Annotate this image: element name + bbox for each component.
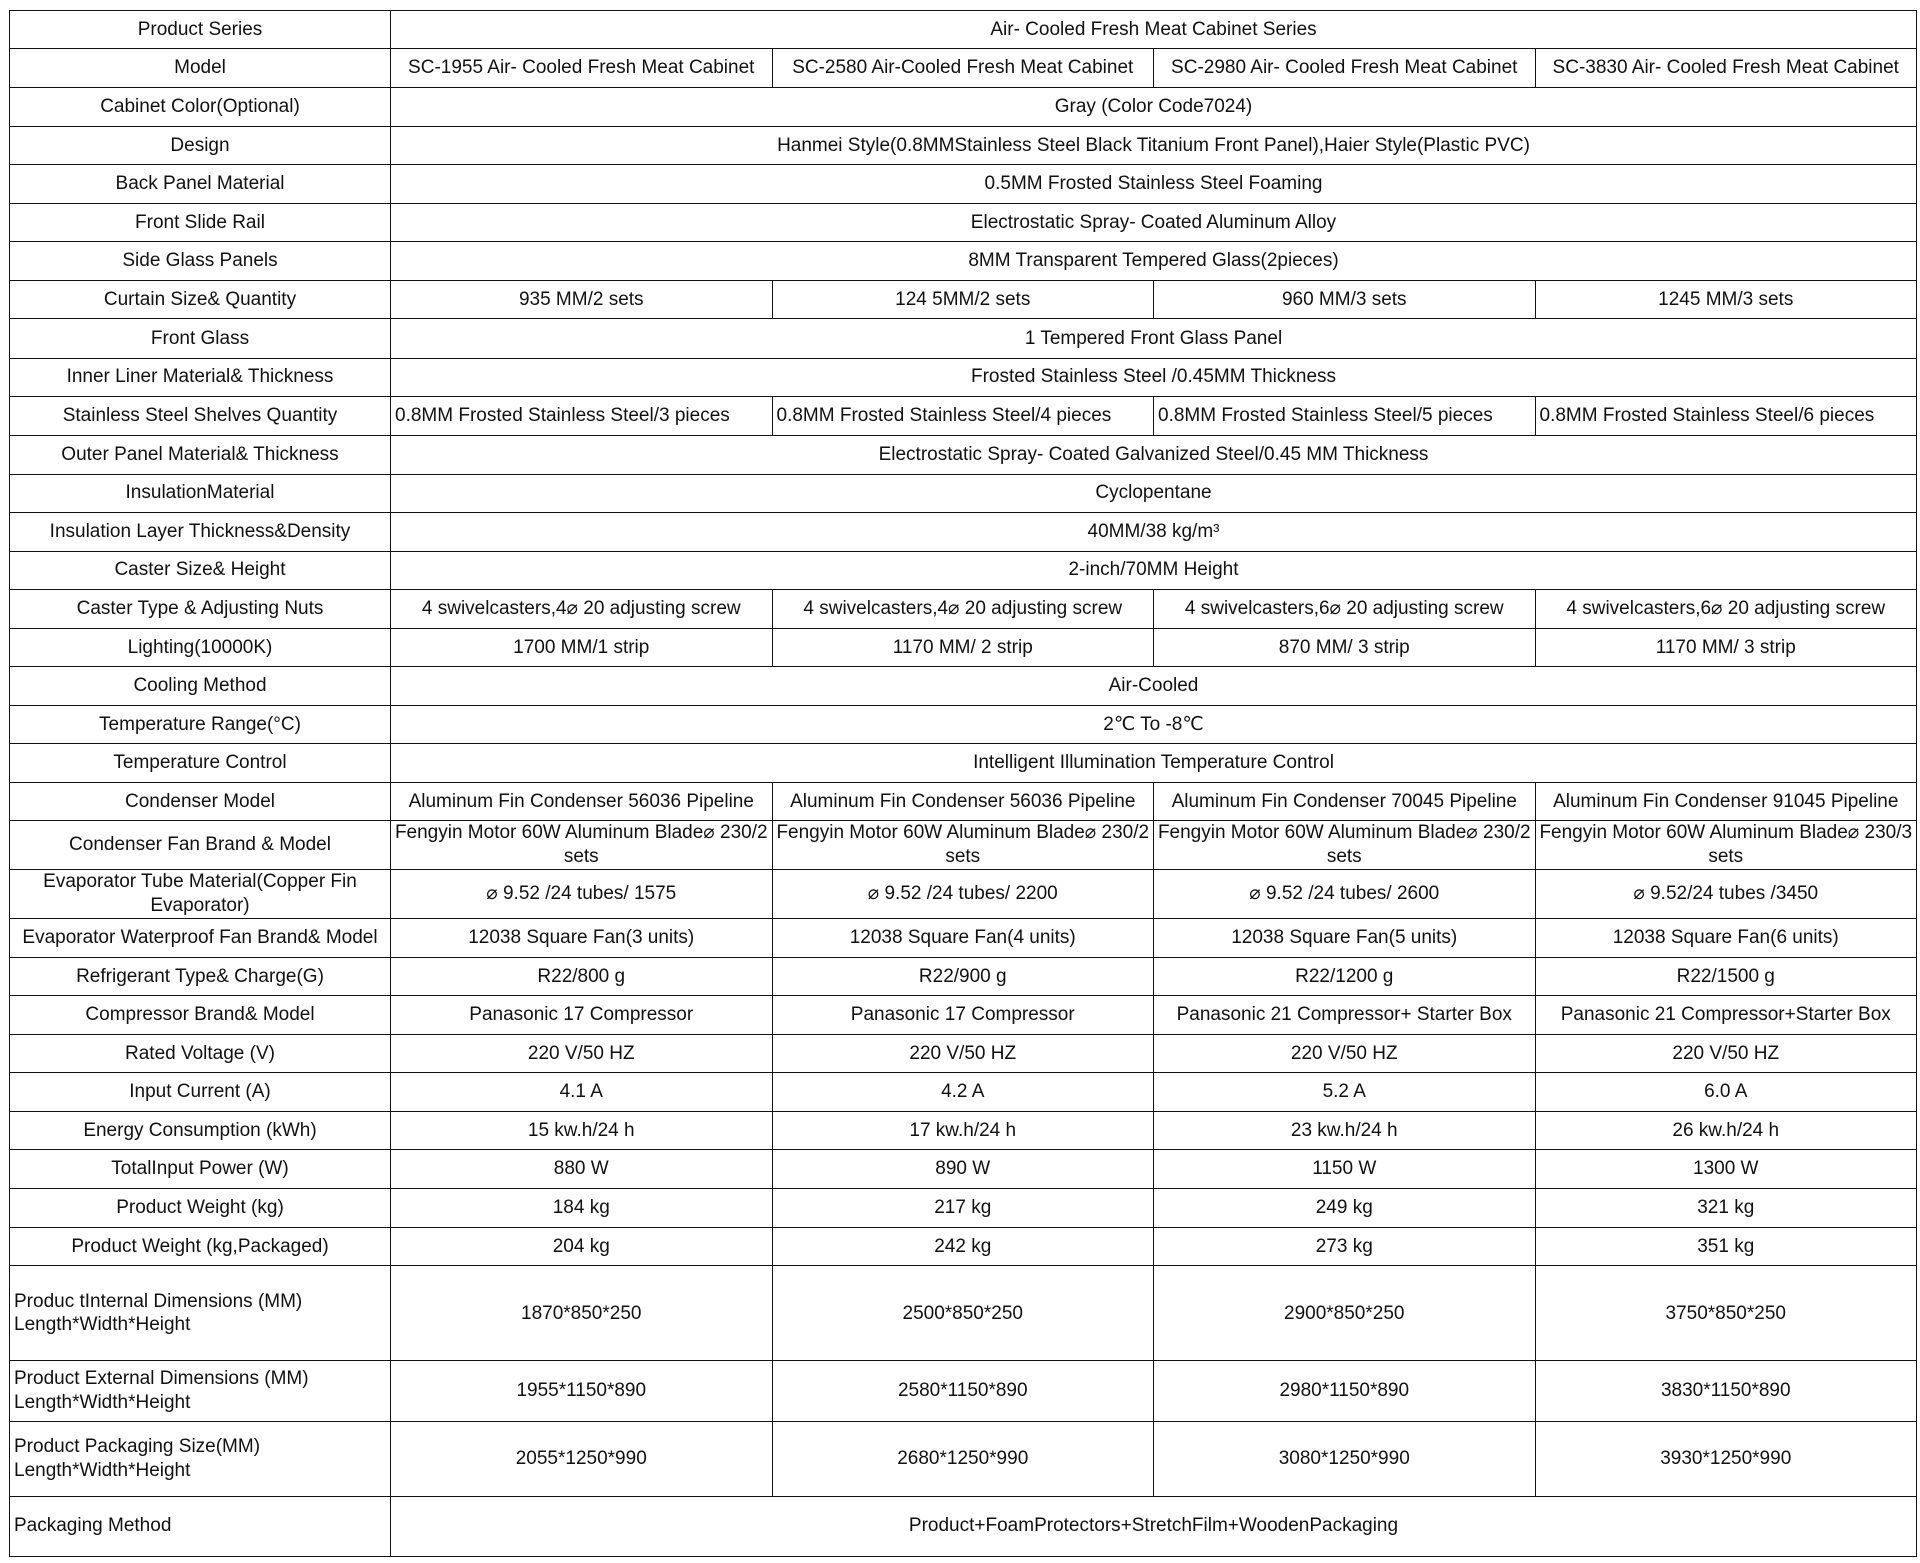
row-value: Cyclopentane: [391, 474, 1917, 512]
table-row: [10, 49, 1917, 88]
table-row: [10, 783, 1917, 821]
row-value: 0.8MM Frosted Stainless Steel/6 pieces: [1535, 396, 1917, 435]
row-value: 124 5MM/2 sets: [772, 281, 1154, 319]
row-label: Product Series: [10, 11, 391, 49]
row-label: Evaporator Tube Material(Copper Fin Evaporator): [10, 870, 391, 919]
row-label: Product Weight (kg): [10, 1189, 391, 1228]
row-value: 4.1 A: [391, 1073, 773, 1112]
row-value: Fengyin Motor 60W Aluminum Blade⌀ 230/2 sets: [1154, 821, 1536, 870]
row-value: 0.8MM Frosted Stainless Steel/3 pieces: [391, 396, 773, 435]
row-label: Cabinet Color(Optional): [10, 88, 391, 127]
row-value: Gray (Color Code7024): [391, 88, 1917, 127]
table-row: [10, 165, 1917, 204]
row-label: Insulation Layer Thickness&Density: [10, 512, 391, 551]
row-label: Lighting(10000K): [10, 628, 391, 666]
row-value: 0.8MM Frosted Stainless Steel/4 pieces: [772, 396, 1154, 435]
row-value: Aluminum Fin Condenser 56036 Pipeline: [391, 783, 773, 821]
table-row: [10, 666, 1917, 705]
row-value: 3930*1250*990: [1535, 1421, 1917, 1496]
row-label: Front Slide Rail: [10, 204, 391, 242]
row-value: 4 swivelcasters,4⌀ 20 adjusting screw: [391, 589, 773, 628]
row-label-line: Product External Dimensions (MM): [14, 1368, 309, 1390]
row-value: 4 swivelcasters,6⌀ 20 adjusting screw: [1154, 589, 1536, 628]
row-value: Electrostatic Spray- Coated Aluminum Alloy: [391, 204, 1917, 242]
row-label: Side Glass Panels: [10, 242, 391, 281]
row-value: 2680*1250*990: [772, 1421, 1154, 1496]
row-value: 321 kg: [1535, 1189, 1917, 1228]
row-label: Outer Panel Material& Thickness: [10, 435, 391, 474]
table-row: [10, 11, 1917, 49]
table-row: [10, 918, 1917, 957]
table-row: [10, 821, 1917, 870]
spec-table: [9, 10, 1917, 1557]
row-value: 2900*850*250: [1154, 1266, 1536, 1361]
row-label: Compressor Brand& Model: [10, 995, 391, 1034]
table-row: [10, 1189, 1917, 1228]
row-label: Cooling Method: [10, 666, 391, 705]
row-label: Condenser Fan Brand & Model: [10, 821, 391, 870]
row-value: 220 V/50 HZ: [391, 1034, 773, 1072]
row-value: Aluminum Fin Condenser 70045 Pipeline: [1154, 783, 1536, 821]
row-value: 26 kw.h/24 h: [1535, 1112, 1917, 1150]
row-label: Design: [10, 127, 391, 165]
table-row: [10, 1266, 1917, 1361]
table-row: [10, 242, 1917, 281]
row-value: ⌀ 9.52/24 tubes /3450: [1535, 870, 1917, 919]
row-label: Condenser Model: [10, 783, 391, 821]
row-value: 3830*1150*890: [1535, 1361, 1917, 1421]
table-row: [10, 435, 1917, 474]
row-value: 12038 Square Fan(5 units): [1154, 918, 1536, 957]
row-value: 351 kg: [1535, 1228, 1917, 1266]
row-value: 1170 MM/ 2 strip: [772, 628, 1154, 666]
row-label: Temperature Control: [10, 744, 391, 783]
row-value: 0.5MM Frosted Stainless Steel Foaming: [391, 165, 1917, 204]
row-value: 1955*1150*890: [391, 1361, 773, 1421]
row-label-line: Produc tInternal Dimensions (MM): [14, 1290, 303, 1312]
row-value: 2-inch/70MM Height: [391, 551, 1917, 589]
row-value: 4 swivelcasters,4⌀ 20 adjusting screw: [772, 589, 1154, 628]
row-value: Electrostatic Spray- Coated Galvanized Steel/0.45 MM Thickness: [391, 435, 1917, 474]
table-row: [10, 358, 1917, 396]
table-row: [10, 589, 1917, 628]
row-value: 8MM Transparent Tempered Glass(2pieces): [391, 242, 1917, 281]
row-value: R22/800 g: [391, 957, 773, 995]
row-label: Back Panel Material: [10, 165, 391, 204]
row-value: 220 V/50 HZ: [1535, 1034, 1917, 1072]
row-value: 880 W: [391, 1150, 773, 1189]
row-value: 15 kw.h/24 h: [391, 1112, 773, 1150]
table-row: [10, 1496, 1917, 1556]
row-value: SC-3830 Air- Cooled Fresh Meat Cabinet: [1535, 49, 1917, 88]
row-value: 1300 W: [1535, 1150, 1917, 1189]
row-value: ⌀ 9.52 /24 tubes/ 2200: [772, 870, 1154, 919]
table-row: [10, 1112, 1917, 1150]
row-label: Packaging Method: [10, 1496, 391, 1556]
row-label: Curtain Size& Quantity: [10, 281, 391, 319]
row-value: Intelligent Illumination Temperature Control: [391, 744, 1917, 783]
row-value: 2500*850*250: [772, 1266, 1154, 1361]
table-row: [10, 319, 1917, 358]
row-value: 2580*1150*890: [772, 1361, 1154, 1421]
row-label-line: Length*Width*Height: [14, 1459, 191, 1481]
row-value: 217 kg: [772, 1189, 1154, 1228]
row-value: SC-2980 Air- Cooled Fresh Meat Cabinet: [1154, 49, 1536, 88]
row-value: SC-2580 Air-Cooled Fresh Meat Cabinet: [772, 49, 1154, 88]
table-row: [10, 204, 1917, 242]
table-row: [10, 1073, 1917, 1112]
row-label-line: Length*Width*Height: [14, 1392, 191, 1413]
row-value: R22/1500 g: [1535, 957, 1917, 995]
row-value: Panasonic 21 Compressor+ Starter Box: [1154, 995, 1536, 1034]
table-row: [10, 957, 1917, 995]
row-value: R22/1200 g: [1154, 957, 1536, 995]
row-value: Aluminum Fin Condenser 91045 Pipeline: [1535, 783, 1917, 821]
row-value: 2055*1250*990: [391, 1421, 773, 1496]
row-value: Fengyin Motor 60W Aluminum Blade⌀ 230/2 sets: [772, 821, 1154, 870]
table-row: [10, 1421, 1917, 1496]
row-value: 2980*1150*890: [1154, 1361, 1536, 1421]
row-value: Panasonic 17 Compressor: [391, 995, 773, 1034]
table-row: [10, 474, 1917, 512]
row-value: 3080*1250*990: [1154, 1421, 1536, 1496]
row-value: 17 kw.h/24 h: [772, 1112, 1154, 1150]
row-value: Product+FoamProtectors+StretchFilm+WoodenPackaging: [391, 1496, 1917, 1556]
row-value: Fengyin Motor 60W Aluminum Blade⌀ 230/2 sets: [391, 821, 773, 870]
table-row: [10, 127, 1917, 165]
table-row: [10, 512, 1917, 551]
row-value: 4 swivelcasters,6⌀ 20 adjusting screw: [1535, 589, 1917, 628]
table-row: [10, 88, 1917, 127]
row-label-line: Product Packaging Size(MM): [14, 1435, 261, 1457]
row-value: 1700 MM/1 strip: [391, 628, 773, 666]
row-value: 1870*850*250: [391, 1266, 773, 1361]
row-value: Panasonic 17 Compressor: [772, 995, 1154, 1034]
table-row: [10, 628, 1917, 666]
row-value: 890 W: [772, 1150, 1154, 1189]
row-label: Inner Liner Material& Thickness: [10, 358, 391, 396]
table-row: [10, 1150, 1917, 1189]
row-value: 960 MM/3 sets: [1154, 281, 1536, 319]
row-label: Rated Voltage (V): [10, 1034, 391, 1072]
row-label: Energy Consumption (kWh): [10, 1112, 391, 1150]
table-row: [10, 396, 1917, 435]
table-row: [10, 1361, 1917, 1421]
row-label: Caster Type & Adjusting Nuts: [10, 589, 391, 628]
row-label: Input Current (A): [10, 1073, 391, 1112]
row-label: Evaporator Waterproof Fan Brand& Model: [10, 918, 391, 957]
table-row: [10, 1228, 1917, 1266]
table-row: [10, 744, 1917, 783]
row-label: [10, 1266, 391, 1361]
row-label-line: Length*Width*Height: [14, 1314, 191, 1336]
row-value: 249 kg: [1154, 1189, 1536, 1228]
table-row: [10, 870, 1917, 919]
row-label: Refrigerant Type& Charge(G): [10, 957, 391, 995]
row-value: 2℃ To -8℃: [391, 706, 1917, 744]
row-value: SC-1955 Air- Cooled Fresh Meat Cabinet: [391, 49, 773, 88]
row-label: Temperature Range(°C): [10, 706, 391, 744]
row-label: Model: [10, 49, 391, 88]
table-row: [10, 995, 1917, 1034]
row-value: 40MM/38 kg/m³: [391, 512, 1917, 551]
row-value: 1 Tempered Front Glass Panel: [391, 319, 1917, 358]
row-value: 12038 Square Fan(4 units): [772, 918, 1154, 957]
row-value: 220 V/50 HZ: [772, 1034, 1154, 1072]
row-value: 12038 Square Fan(6 units): [1535, 918, 1917, 957]
row-value: 870 MM/ 3 strip: [1154, 628, 1536, 666]
row-value: 4.2 A: [772, 1073, 1154, 1112]
table-row: [10, 551, 1917, 589]
table-row: [10, 706, 1917, 744]
row-label: InsulationMaterial: [10, 474, 391, 512]
row-value: ⌀ 9.52 /24 tubes/ 2600: [1154, 870, 1536, 919]
row-value: 273 kg: [1154, 1228, 1536, 1266]
row-value: Air-Cooled: [391, 666, 1917, 705]
row-value: Hanmei Style(0.8MMStainless Steel Black Titanium Front Panel),Haier Style(Plastic PVC): [391, 127, 1917, 165]
row-value: 23 kw.h/24 h: [1154, 1112, 1536, 1150]
row-value: 0.8MM Frosted Stainless Steel/5 pieces: [1154, 396, 1536, 435]
row-value: 1170 MM/ 3 strip: [1535, 628, 1917, 666]
table-row: [10, 1034, 1917, 1072]
row-value: 1150 W: [1154, 1150, 1536, 1189]
row-value: Frosted Stainless Steel /0.45MM Thickness: [391, 358, 1917, 396]
spec-table-body: [10, 11, 1917, 1557]
table-row: [10, 281, 1917, 319]
row-label: TotalInput Power (W): [10, 1150, 391, 1189]
row-value: Fengyin Motor 60W Aluminum Blade⌀ 230/3 sets: [1535, 821, 1917, 870]
row-value: 242 kg: [772, 1228, 1154, 1266]
row-value: 184 kg: [391, 1189, 773, 1228]
row-label: [10, 1421, 391, 1496]
row-value: 5.2 A: [1154, 1073, 1536, 1112]
row-value: 3750*850*250: [1535, 1266, 1917, 1361]
row-value: 204 kg: [391, 1228, 773, 1266]
row-label: Front Glass: [10, 319, 391, 358]
row-label: Product Weight (kg,Packaged): [10, 1228, 391, 1266]
row-value: Air- Cooled Fresh Meat Cabinet Series: [391, 11, 1917, 49]
row-value: R22/900 g: [772, 957, 1154, 995]
row-value: ⌀ 9.52 /24 tubes/ 1575: [391, 870, 773, 919]
row-value: 1245 MM/3 sets: [1535, 281, 1917, 319]
row-label: [10, 1361, 391, 1421]
row-value: Panasonic 21 Compressor+Starter Box: [1535, 995, 1917, 1034]
row-label: Stainless Steel Shelves Quantity: [10, 396, 391, 435]
row-value: 220 V/50 HZ: [1154, 1034, 1536, 1072]
row-value: 12038 Square Fan(3 units): [391, 918, 773, 957]
row-label: Caster Size& Height: [10, 551, 391, 589]
row-value: Aluminum Fin Condenser 56036 Pipeline: [772, 783, 1154, 821]
row-value: 935 MM/2 sets: [391, 281, 773, 319]
row-value: 6.0 A: [1535, 1073, 1917, 1112]
